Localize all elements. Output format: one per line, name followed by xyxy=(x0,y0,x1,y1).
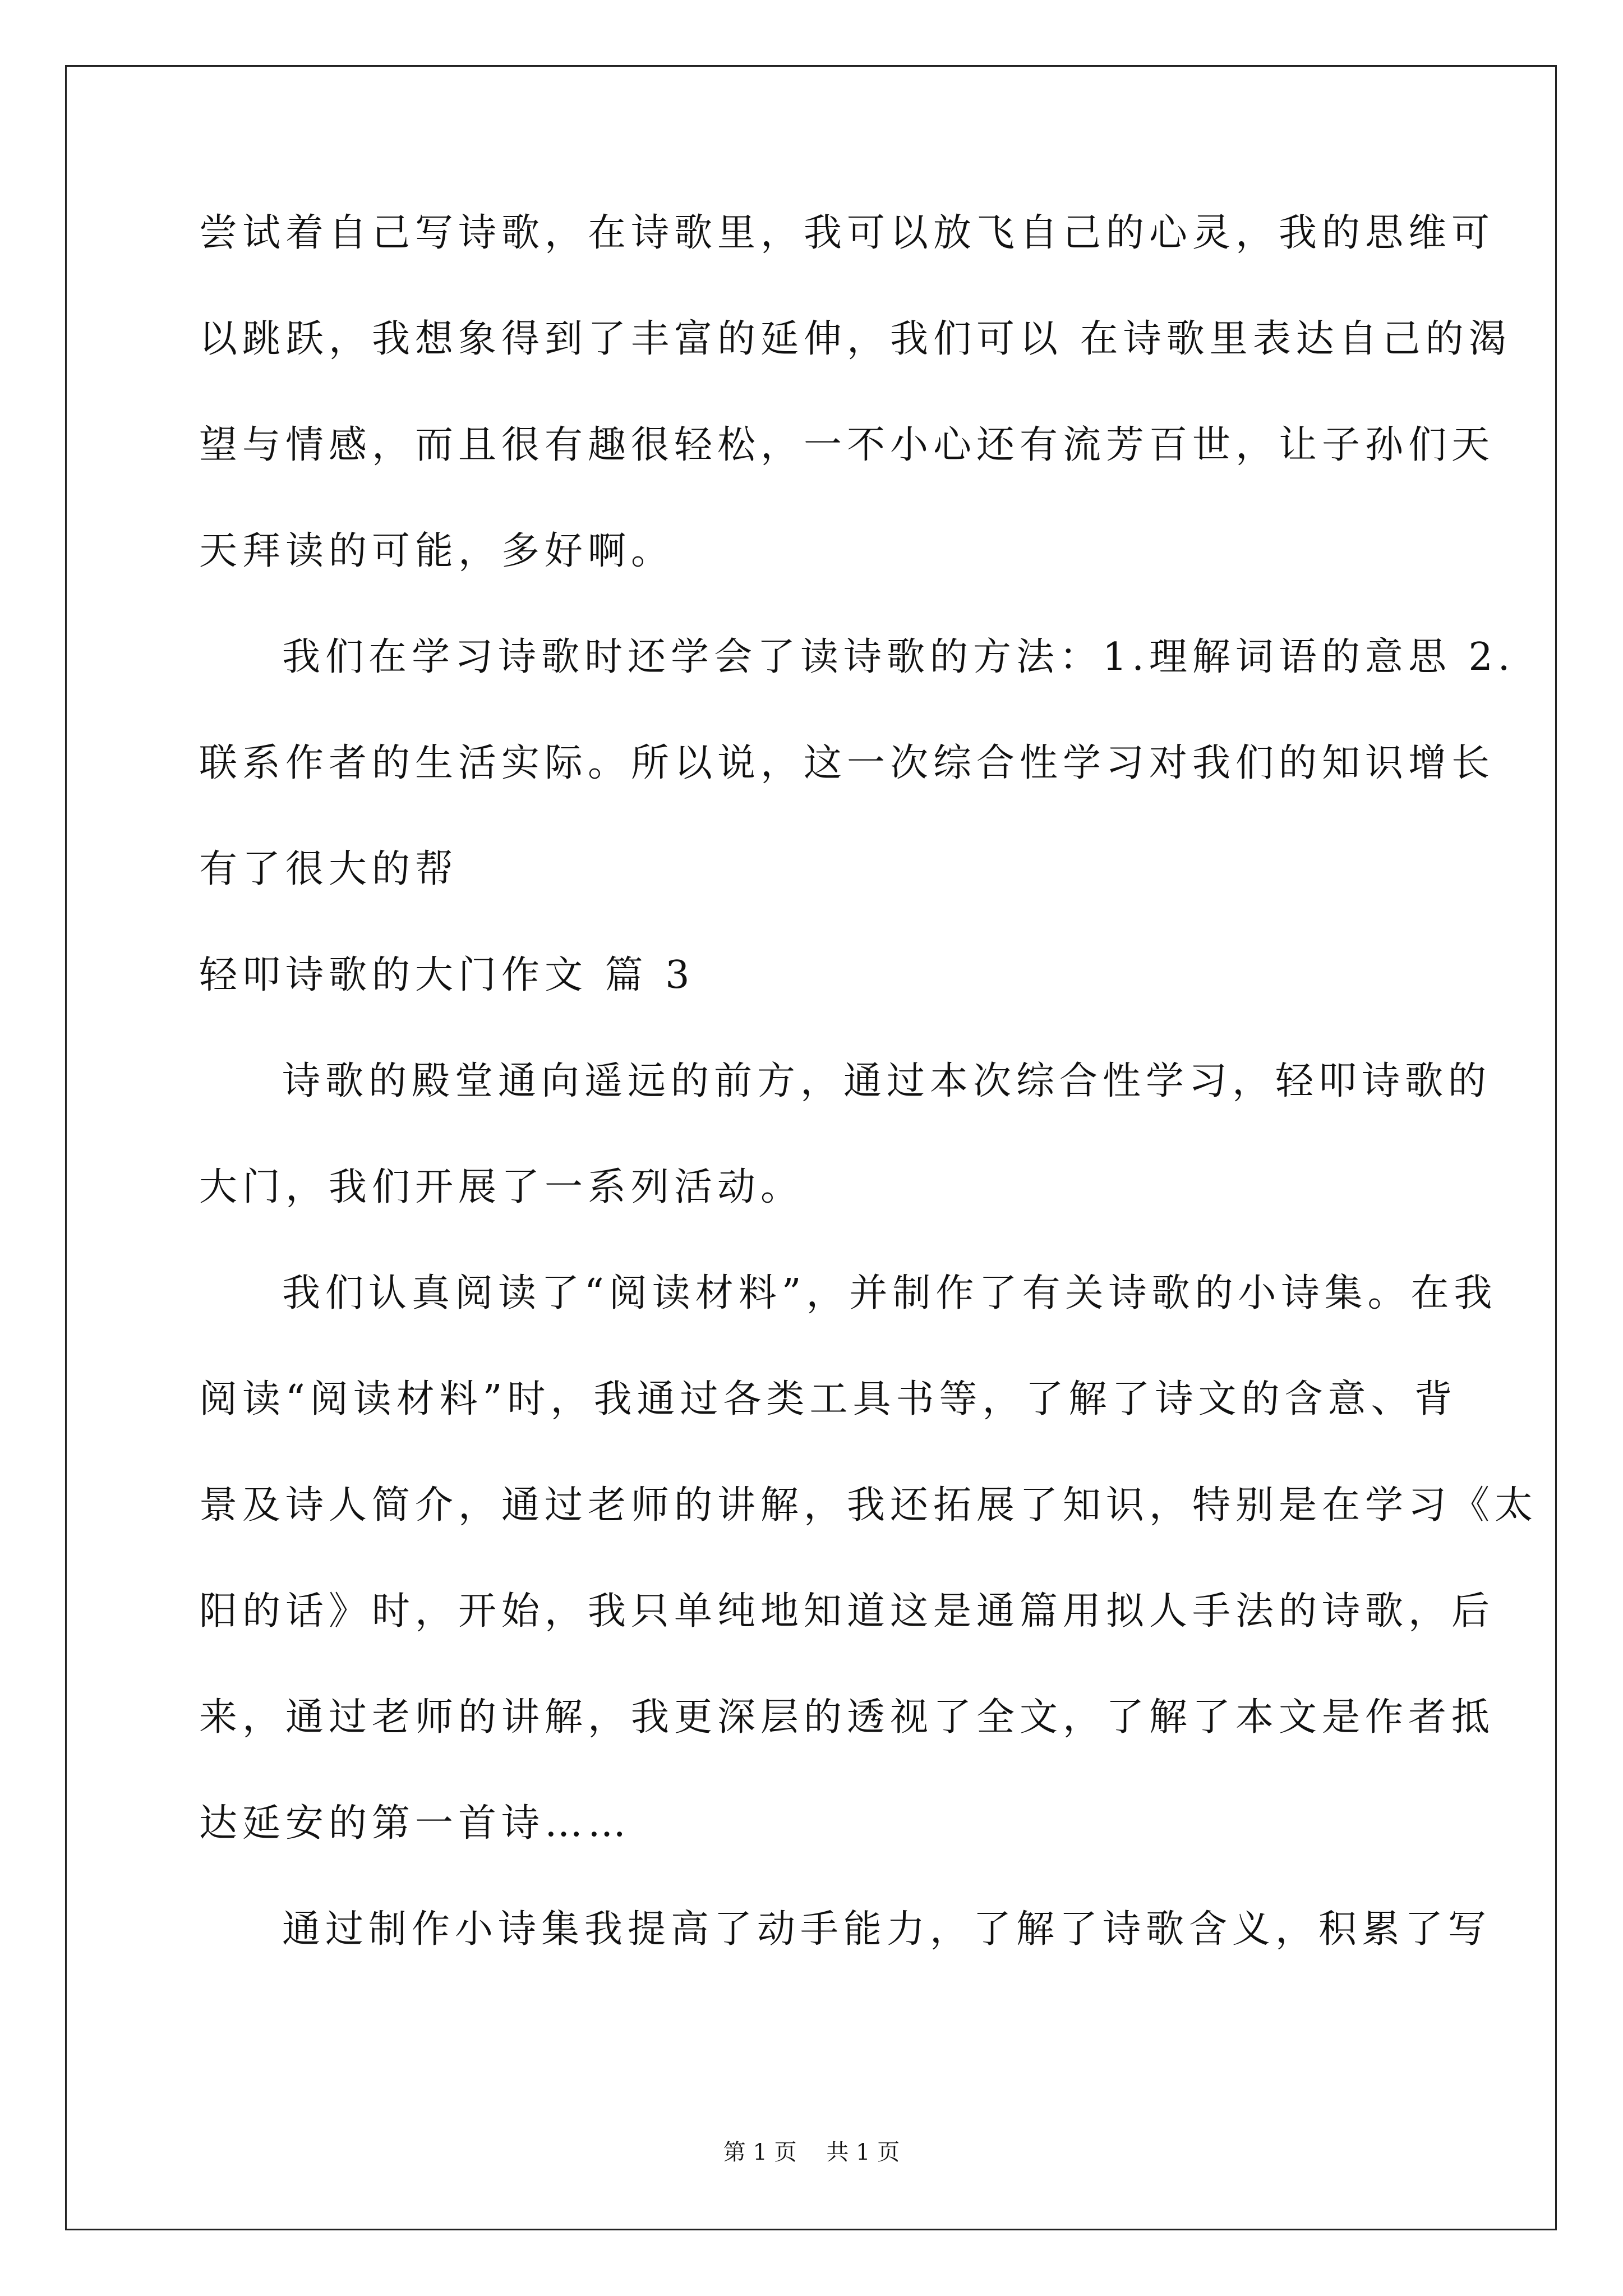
text-line: 天拜读的可能，多好啊。 xyxy=(199,529,675,573)
text-line: 望与情感，而且很有趣很轻松，一不小心还有流芳百世，让子孙们天 xyxy=(199,423,1495,467)
paragraph xyxy=(199,1056,1492,1213)
text-line: 达延安的第一首诗…… xyxy=(199,1801,631,1846)
text-line: 我们在学习诗歌时还学会了读诗歌的方法：1.理解词语的意思 2. xyxy=(282,635,1515,679)
paragraph xyxy=(199,1904,1492,1955)
text-line: 以跳跃，我想象得到了丰富的延伸，我们可以 在诗歌里表达自己的渴 xyxy=(199,317,1512,361)
text-line: 大门，我们开展了一系列活动。 xyxy=(199,1165,804,1209)
page-total: 共 1 页 xyxy=(826,2139,900,2165)
paragraph xyxy=(199,1268,1538,1849)
text-line: 阳的话》时，开始，我只单纯地知道这是通篇用拟人手法的诗歌，后 xyxy=(199,1589,1495,1634)
text-line: 诗歌的殿堂通向遥远的前方，通过本次综合性学习，轻叩诗歌的 xyxy=(282,1059,1492,1103)
document-body xyxy=(199,208,1538,2010)
text-line: 尝试着自己写诗歌，在诗歌里，我可以放飞自己的心灵，我的思维可 xyxy=(199,211,1495,255)
text-line: 来，通过老师的讲解，我更深层的透视了全文，了解了本文是作者抵 xyxy=(199,1695,1495,1740)
text-line: 通过制作小诗集我提高了动手能力，了解了诗歌含义，积累了写 xyxy=(282,1907,1492,1952)
text-line: 有了很大的帮 xyxy=(199,847,459,891)
page-number: 第 1 页 xyxy=(723,2139,797,2165)
paragraph xyxy=(199,208,1512,577)
text-line: 景及诗人简介，通过老师的讲解，我还拓展了知识，特别是在学习《太 xyxy=(199,1483,1538,1527)
text-line: 阅读“阅读材料”时，我通过各类工具书等，了解了诗文的含意、背 xyxy=(199,1377,1458,1421)
page-footer xyxy=(0,2134,1623,2166)
section-heading: 轻叩诗歌的大门作文 篇 3 xyxy=(199,953,695,997)
paragraph xyxy=(199,632,1515,895)
text-line: 我们认真阅读了“阅读材料”，并制作了有关诗歌的小诗集。在我 xyxy=(282,1271,1497,1315)
text-line: 联系作者的生活实际。所以说，这一次综合性学习对我们的知识增长 xyxy=(199,741,1495,785)
